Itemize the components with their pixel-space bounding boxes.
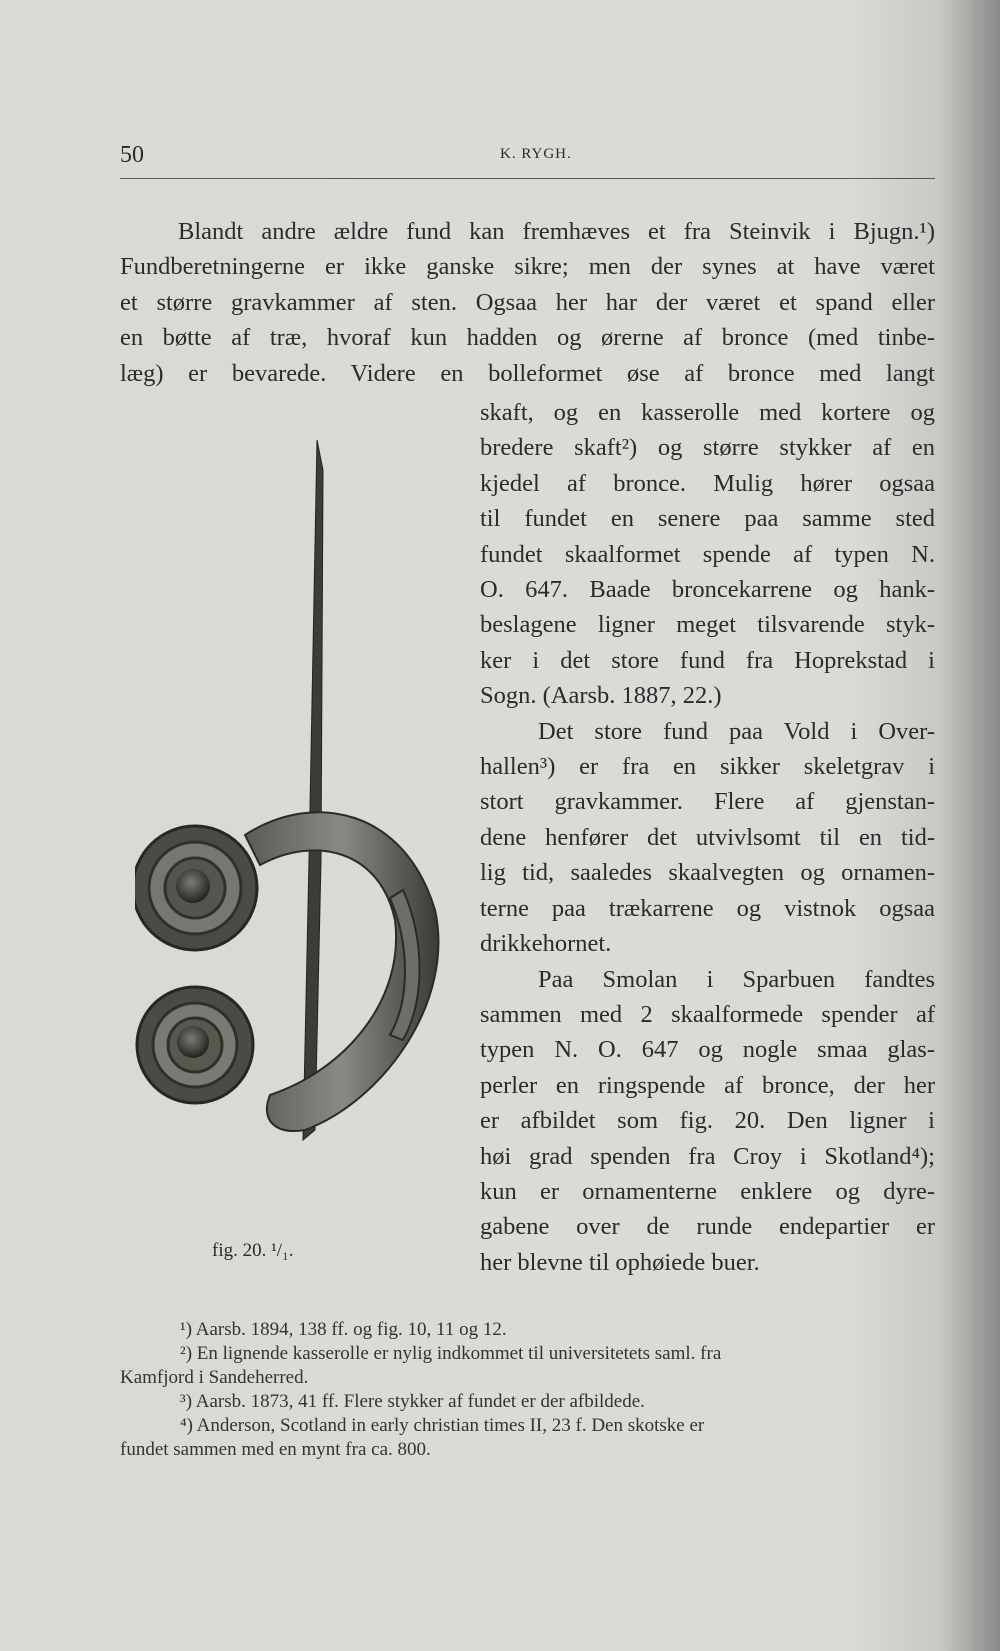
upper-terminal	[135, 826, 257, 950]
column-line: drikkehornet.	[480, 930, 612, 958]
page-header	[120, 138, 935, 179]
column-line: fundet skaalformet spende af typen N.	[480, 540, 935, 568]
column-line: Paa Smolan i Sparbuen fandtes	[538, 965, 935, 993]
column-line: til fundet en senere paa samme sted	[480, 505, 935, 533]
paragraph-steinvik-continued	[480, 395, 935, 714]
column-line: her blevne til ophøiede buer.	[480, 1248, 760, 1276]
column-line: høi grad spenden fra Croy i Skotland⁴);	[480, 1142, 935, 1170]
column-line: lig tid, saaledes skaalvegten og ornamen-	[480, 859, 935, 887]
column-line: Det store fund paa Vold i Over-	[538, 717, 935, 745]
intro-line: Fundberetningerne er ikke ganske sikre; men der synes at have været	[120, 253, 935, 281]
column-line: perler en ringspende af bronce, der her	[480, 1071, 935, 1099]
column-line: kun er ornamenterne enklere og dyre-	[480, 1177, 935, 1205]
brooch-illustration	[135, 440, 475, 1240]
column-line: er afbildet som fig. 20. Den ligner i	[480, 1107, 935, 1135]
footnote: ¹) Aarsb. 1894, 138 ff. og fig. 10, 11 og 12.	[180, 1319, 507, 1340]
column-line: hallen³) er fra en sikker skeletgrav i	[480, 753, 935, 781]
lower-terminal	[137, 987, 253, 1103]
figure-caption: fig. 20. ¹/₁.	[212, 1240, 294, 1261]
column-line: O. 647. Baade broncekarrene og hank-	[480, 576, 935, 604]
paragraph-smolan	[480, 962, 935, 1281]
footnote-continuation: Kamfjord i Sandeherred.	[120, 1367, 309, 1388]
column-line: terne paa trækarrene og vistnok ogsaa	[480, 894, 935, 922]
intro-line: Blandt andre ældre fund kan fremhæves et fra Steinvik i Bjugn.¹)	[178, 218, 935, 245]
column-line: Sogn. (Aarsb. 1887, 22.)	[480, 682, 722, 710]
column-line: sammen med 2 skaalformede spender af	[480, 1000, 935, 1028]
column-line: stort gravkammer. Flere af gjenstan-	[480, 788, 935, 816]
footnote: ²) En lignende kasserolle er nylig indkommet til universitetets saml. fra	[180, 1343, 722, 1364]
column-line: typen N. O. 647 og nogle smaa glas-	[480, 1036, 935, 1064]
intro-paragraph	[120, 214, 935, 391]
column-line: dene henfører det utvivlsomt til en tid-	[480, 823, 935, 851]
column-line: ker i det store fund fra Hoprekstad i	[480, 646, 935, 674]
column-line: bredere skaft²) og større stykker af en	[480, 434, 935, 462]
footnote: ³) Aarsb. 1873, 41 ff. Flere stykker af fundet er der afbildede.	[180, 1391, 645, 1412]
column-line: gabene over de runde endepartier er	[480, 1213, 935, 1241]
column-text	[480, 395, 935, 1280]
page-number: 50	[120, 142, 144, 168]
intro-line: et større gravkammer af sten. Ogsaa her har der været et spand eller	[120, 288, 935, 316]
column-line: beslagene ligner meget tilsvarende styk-	[480, 611, 935, 639]
footnote: ⁴) Anderson, Scotland in early christian times II, 23 f. Den skotske er	[180, 1415, 705, 1436]
footnote-continuation: fundet sammen med en mynt fra ca. 800.	[120, 1439, 431, 1460]
paragraph-vold	[480, 714, 935, 962]
column-line: skaft, og en kasserolle med kortere og	[480, 399, 935, 426]
column-line: kjedel af bronce. Mulig hører ogsaa	[480, 469, 935, 497]
running-title: K. RYGH.	[500, 146, 572, 162]
footnotes	[120, 1318, 935, 1462]
intro-line: en bøtte af træ, hvoraf kun hadden og ørerne af bronce (med tinbe-	[120, 324, 935, 352]
brooch-pin	[303, 440, 323, 1140]
intro-line: læg) er bevarede. Videre en bolleformet øse af bronce med langt	[120, 359, 935, 387]
